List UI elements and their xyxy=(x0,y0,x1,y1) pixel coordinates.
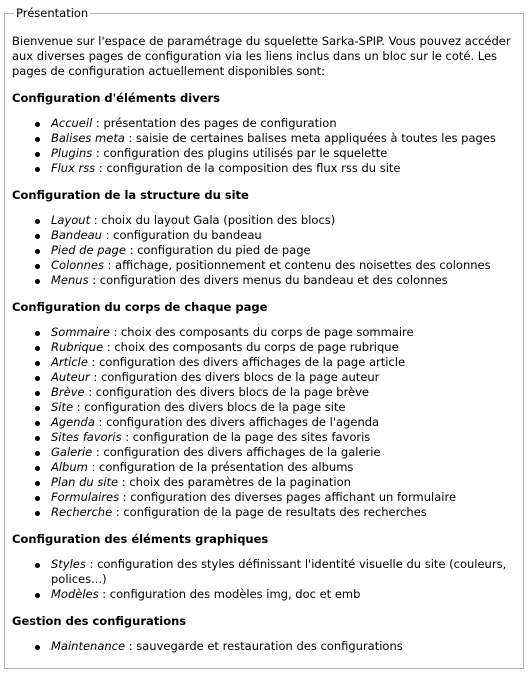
config-page-description: : configuration des plugins utilisés par le squelette xyxy=(92,146,388,160)
config-page-link[interactable]: Auteur xyxy=(51,370,90,384)
config-page-link[interactable]: Galerie xyxy=(51,445,93,459)
section-title: Configuration du corps de chaque page xyxy=(12,300,268,314)
config-list xyxy=(12,116,516,176)
bullet-icon xyxy=(35,496,40,501)
config-page-description: : configuration des divers menus du bandeau et des colonnes xyxy=(88,273,448,287)
config-page-link[interactable]: Agenda xyxy=(51,415,95,429)
config-list-item xyxy=(35,213,516,228)
config-list-item xyxy=(35,475,516,490)
config-list-item xyxy=(35,490,516,505)
bullet-icon xyxy=(35,391,40,396)
config-page-description: : présentation des pages de configuration xyxy=(92,116,337,130)
config-page-description: : choix des composants du corps de page sommaire xyxy=(109,325,414,339)
config-list-item xyxy=(35,415,516,430)
config-list-item xyxy=(35,146,516,161)
intro-paragraph: Bienvenue sur l'espace de paramétrage du squelette Sarka-SPIP. Vous pouvez accéder aux diverses pages de configuration via les liens inclus dans un bloc sur le coté. Les pages de configuration actuellement disponibles sont: xyxy=(12,34,511,78)
config-page-description: : affichage, positionnement et contenu des noisettes des colonnes xyxy=(103,258,491,272)
config-list-item xyxy=(35,273,516,288)
config-list-item xyxy=(35,430,516,445)
config-page-link[interactable]: Modèles xyxy=(51,587,99,601)
config-page-description: : configuration de la page de resultats des recherches xyxy=(112,505,427,519)
config-page-link[interactable]: Pied de page xyxy=(51,243,126,257)
config-list-item xyxy=(35,161,516,176)
bullet-icon xyxy=(35,563,40,568)
config-page-description: : configuration des divers blocs de la page site xyxy=(73,400,346,414)
bullet-icon xyxy=(35,466,40,471)
config-page-description: : configuration de la page des sites favoris xyxy=(121,430,371,444)
config-page-link[interactable]: Plan du site xyxy=(51,475,119,489)
config-page-description: : configuration des styles définissant l'identité visuelle du site (couleurs, polices...) xyxy=(51,557,507,586)
config-page-link[interactable]: Sommaire xyxy=(51,325,110,339)
config-list-item xyxy=(35,116,516,131)
bullet-icon xyxy=(35,436,40,441)
config-page-description: : configuration des divers affichages de la galerie xyxy=(92,445,381,459)
config-page-description: : sauvegarde et restauration des configurations xyxy=(125,639,403,653)
config-list-item xyxy=(35,557,516,587)
config-page-description: : configuration de la composition des flux rss du site xyxy=(95,161,401,175)
config-page-description: : choix des paramètres de la pagination xyxy=(118,475,351,489)
bullet-icon xyxy=(35,376,40,381)
config-page-description: : configuration des diverses pages affichant un formulaire xyxy=(119,490,457,504)
config-page-link[interactable]: Balises meta xyxy=(51,131,125,145)
config-page-description: : configuration du pied de page xyxy=(125,243,311,257)
config-page-description: : configuration du bandeau xyxy=(101,228,262,242)
config-page-link[interactable]: Layout xyxy=(51,213,91,227)
config-list-item xyxy=(35,385,516,400)
config-page-link[interactable]: Accueil xyxy=(51,116,93,130)
config-list-item xyxy=(35,639,516,654)
config-list-item xyxy=(35,400,516,415)
bullet-icon xyxy=(35,346,40,351)
bullet-icon xyxy=(35,137,40,142)
bullet-icon xyxy=(35,264,40,269)
config-page-description: : configuration des divers blocs de la page brève xyxy=(84,385,370,399)
config-page-description: : configuration des divers blocs de la page auteur xyxy=(89,370,380,384)
bullet-icon xyxy=(35,511,40,516)
bullet-icon xyxy=(35,481,40,486)
config-list xyxy=(12,325,516,520)
config-list-item xyxy=(35,325,516,340)
config-page-link[interactable]: Recherche xyxy=(51,505,113,519)
config-list-item xyxy=(35,355,516,370)
config-page-link[interactable]: Article xyxy=(51,355,88,369)
config-page-description: : choix du layout Gala (position des blocs) xyxy=(90,213,336,227)
config-page-link[interactable]: Rubrique xyxy=(51,340,104,354)
config-list-item xyxy=(35,228,516,243)
config-page-link[interactable]: Colonnes xyxy=(51,258,104,272)
config-list-item xyxy=(35,505,516,520)
config-list-item xyxy=(35,370,516,385)
config-page-link[interactable]: Plugins xyxy=(51,146,93,160)
config-page-description: : configuration de la présentation des albums xyxy=(87,460,354,474)
config-page-description: : configuration des divers affichages de l'agenda xyxy=(94,415,380,429)
section-title: Configuration d'éléments divers xyxy=(12,91,221,105)
config-page-description: : choix des composants du corps de page rubrique xyxy=(103,340,399,354)
config-list-item xyxy=(35,131,516,146)
config-list xyxy=(12,639,516,654)
presentation-fieldset xyxy=(4,6,524,669)
bullet-icon xyxy=(35,406,40,411)
config-page-link[interactable]: Maintenance xyxy=(51,639,126,653)
config-page-description: : configuration des modèles img, doc et emb xyxy=(98,587,361,601)
config-page-link[interactable]: Sites favoris xyxy=(51,430,122,444)
bullet-icon xyxy=(35,249,40,254)
config-page-link[interactable]: Styles xyxy=(51,557,86,571)
config-page-link[interactable]: Album xyxy=(51,460,88,474)
config-page-link[interactable]: Formulaires xyxy=(51,490,120,504)
config-page-link[interactable]: Menus xyxy=(51,273,89,287)
section-title: Configuration des éléments graphiques xyxy=(12,532,269,546)
config-list-item xyxy=(35,340,516,355)
config-page-link[interactable]: Site xyxy=(51,400,74,414)
bullet-icon xyxy=(35,593,40,598)
presentation-legend: Présentation xyxy=(16,6,89,20)
config-list-item xyxy=(35,587,516,602)
config-list xyxy=(12,213,516,288)
config-page-link[interactable]: Brève xyxy=(51,385,85,399)
bullet-icon xyxy=(35,122,40,127)
bullet-icon xyxy=(35,219,40,224)
bullet-icon xyxy=(35,421,40,426)
config-list-item xyxy=(35,258,516,273)
config-list-item xyxy=(35,445,516,460)
bullet-icon xyxy=(35,279,40,284)
config-page-description: : saisie de certaines balises meta appliquées à toutes les pages xyxy=(124,131,496,145)
config-page-link[interactable]: Bandeau xyxy=(51,228,102,242)
section-title: Gestion des configurations xyxy=(12,614,187,628)
config-list-item xyxy=(35,460,516,475)
bullet-icon xyxy=(35,167,40,172)
config-list xyxy=(12,557,516,602)
bullet-icon xyxy=(35,152,40,157)
bullet-icon xyxy=(35,361,40,366)
section-title: Configuration de la structure du site xyxy=(12,188,249,202)
bullet-icon xyxy=(35,451,40,456)
config-list-item xyxy=(35,243,516,258)
sections-container xyxy=(12,91,516,654)
bullet-icon xyxy=(35,645,40,650)
config-page-link[interactable]: Flux rss xyxy=(51,161,96,175)
config-page-description: : configuration des divers affichages de la page article xyxy=(87,355,406,369)
bullet-icon xyxy=(35,331,40,336)
bullet-icon xyxy=(35,234,40,239)
